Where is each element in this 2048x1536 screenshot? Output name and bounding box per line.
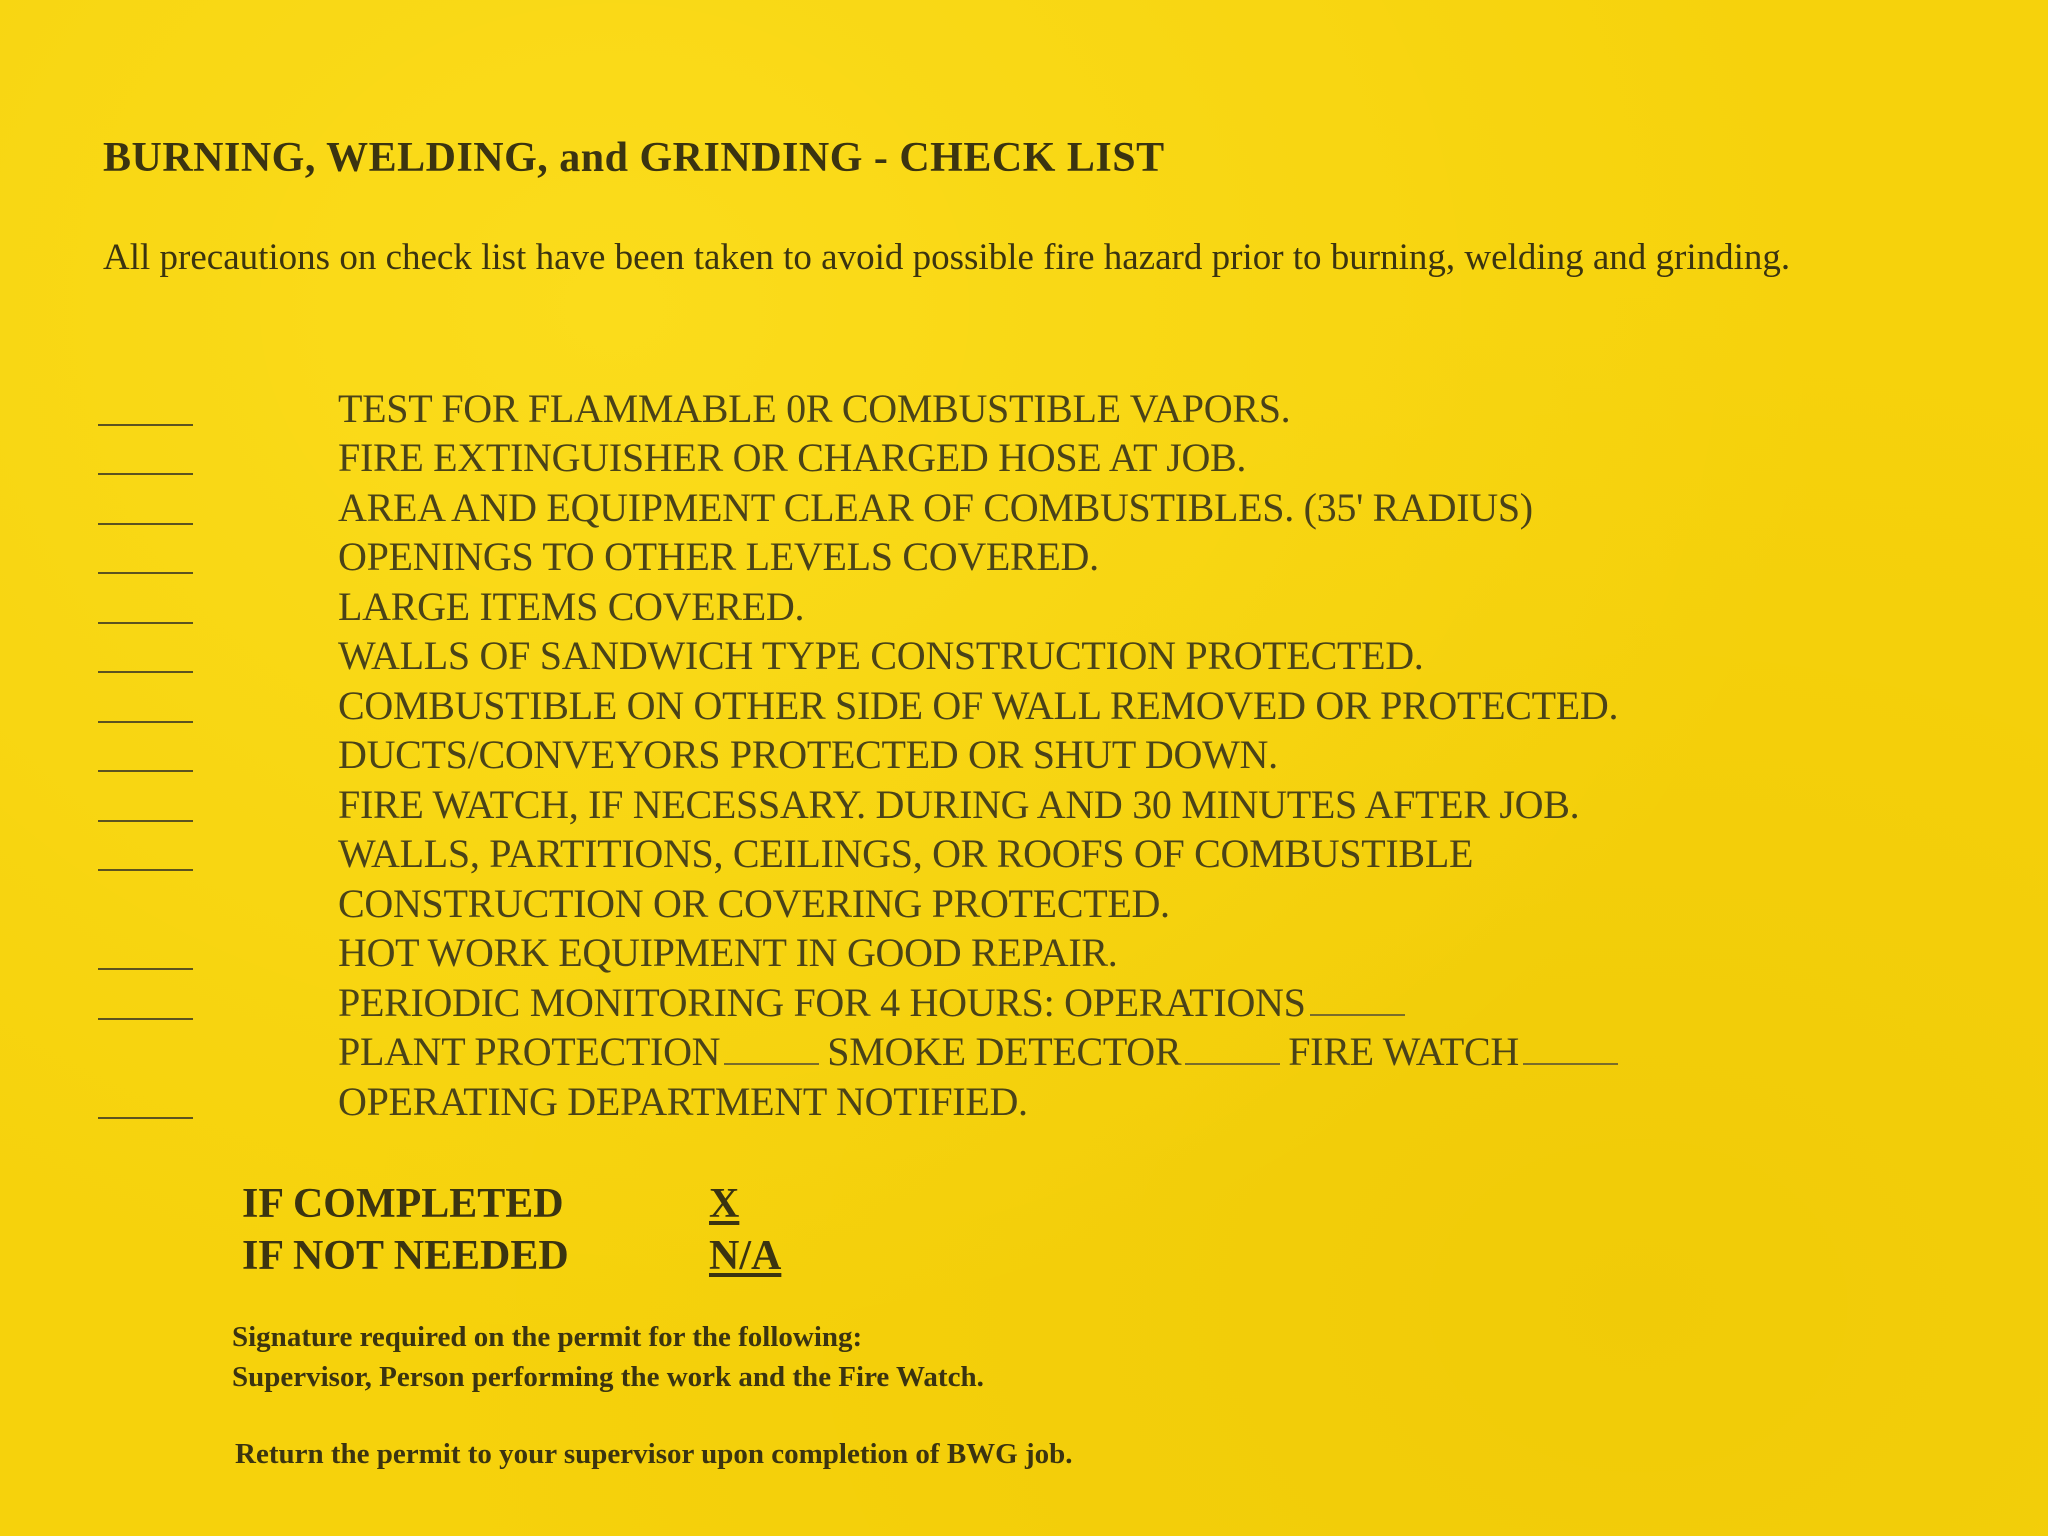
checklist-item [98,977,1918,1027]
check-blank[interactable] [98,1117,193,1119]
fire-watch-label: FIRE WATCH [1288,1029,1519,1074]
smoke-detector-label: SMOKE DETECTOR [827,1029,1182,1074]
legend-not-needed-label: IF NOT NEEDED [242,1233,569,1279]
checklist-item [98,829,1918,879]
checklist-item-text: TEST FOR FLAMMABLE 0R COMBUSTIBLE VAPORS. [338,385,1291,431]
legend-not-needed [242,1232,781,1284]
checklist-item-text [338,1027,1626,1076]
smoke-detector-blank[interactable] [1185,1063,1280,1065]
checklist-item [98,680,1918,730]
checklist-item [98,532,1918,582]
check-blank[interactable] [98,1018,193,1020]
checklist-item [98,433,1918,483]
checklist-item [98,779,1918,829]
signature-line-1: Signature required on the permit for the following: [232,1321,863,1353]
check-blank[interactable] [98,473,193,475]
check-blank[interactable] [98,523,193,525]
plant-protection-label: PLANT PROTECTION [338,1029,721,1074]
blank-spacer [98,919,193,921]
fire-watch-blank[interactable] [1523,1063,1618,1065]
checklist-item [98,928,1918,978]
check-blank[interactable] [98,869,193,871]
return-instruction: Return the permit to your supervisor upon completion of BWG job. [235,1438,1073,1470]
monitoring-label: PERIODIC MONITORING FOR 4 HOURS: OPERATIONS [338,979,1306,1025]
checklist-item-text: FIRE EXTINGUISHER OR CHARGED HOSE AT JOB. [338,435,1247,480]
check-blank[interactable] [98,721,193,723]
checklist [98,383,1918,1126]
operations-blank[interactable] [1310,1014,1405,1016]
check-blank[interactable] [98,424,193,426]
checklist-item-text: OPERATING DEPARTMENT NOTIFIED. [338,1078,1028,1124]
checklist-item [98,581,1918,631]
checklist-item-text: WALLS, PARTITIONS, CEILINGS, OR ROOFS OF COMBUSTIBLE [338,831,1474,876]
blank-spacer [98,1067,193,1069]
plant-protection-blank[interactable] [724,1063,819,1065]
checklist-item [98,730,1918,780]
legend [242,1180,781,1284]
checklist-item [98,383,1918,433]
checklist-item-text: FIRE WATCH, IF NECESSARY. DURING AND 30 MINUTES AFTER JOB. [338,781,1580,827]
checklist-item-text: OPENINGS TO OTHER LEVELS COVERED. [338,534,1099,579]
legend-not-needed-mark: N/A [709,1233,782,1279]
signature-notes [232,1317,984,1397]
checklist-item-text: COMBUSTIBLE ON OTHER SIDE OF WALL REMOVED OR PROTECTED. [338,682,1619,728]
checklist-item-text: HOT WORK EQUIPMENT IN GOOD REPAIR. [338,930,1118,975]
document-title: BURNING, WELDING, and GRINDING - CHECK LIST [103,135,1165,181]
check-blank[interactable] [98,671,193,673]
checklist-item [98,631,1918,681]
checklist-item [98,482,1918,532]
checklist-item-text: AREA AND EQUIPMENT CLEAR OF COMBUSTIBLES. (35' RADIUS) [338,484,1533,530]
intro-paragraph: All precautions on check list have been taken to avoid possible fire hazard prior to burning, welding and grinding. [103,237,1791,278]
checklist-item-text: CONSTRUCTION OR COVERING PROTECTED. [338,880,1170,926]
check-blank[interactable] [98,622,193,624]
check-blank[interactable] [98,572,193,574]
checklist-item [98,1076,1918,1126]
check-blank[interactable] [98,770,193,772]
checklist-item-continuation [98,1027,1918,1077]
legend-completed [242,1180,781,1232]
legend-completed-mark: X [709,1181,740,1227]
checklist-item-text: WALLS OF SANDWICH TYPE CONSTRUCTION PROTECTED. [338,633,1424,678]
check-blank[interactable] [98,968,193,970]
checklist-item-text [338,978,1413,1027]
legend-completed-label: IF COMPLETED [242,1181,564,1227]
checklist-item-text: LARGE ITEMS COVERED. [338,583,805,629]
signature-line-2: Supervisor, Person performing the work and the Fire Watch. [232,1361,984,1393]
checklist-item-text: DUCTS/CONVEYORS PROTECTED OR SHUT DOWN. [338,732,1278,777]
check-blank[interactable] [98,820,193,822]
checklist-item-continuation [98,878,1918,928]
